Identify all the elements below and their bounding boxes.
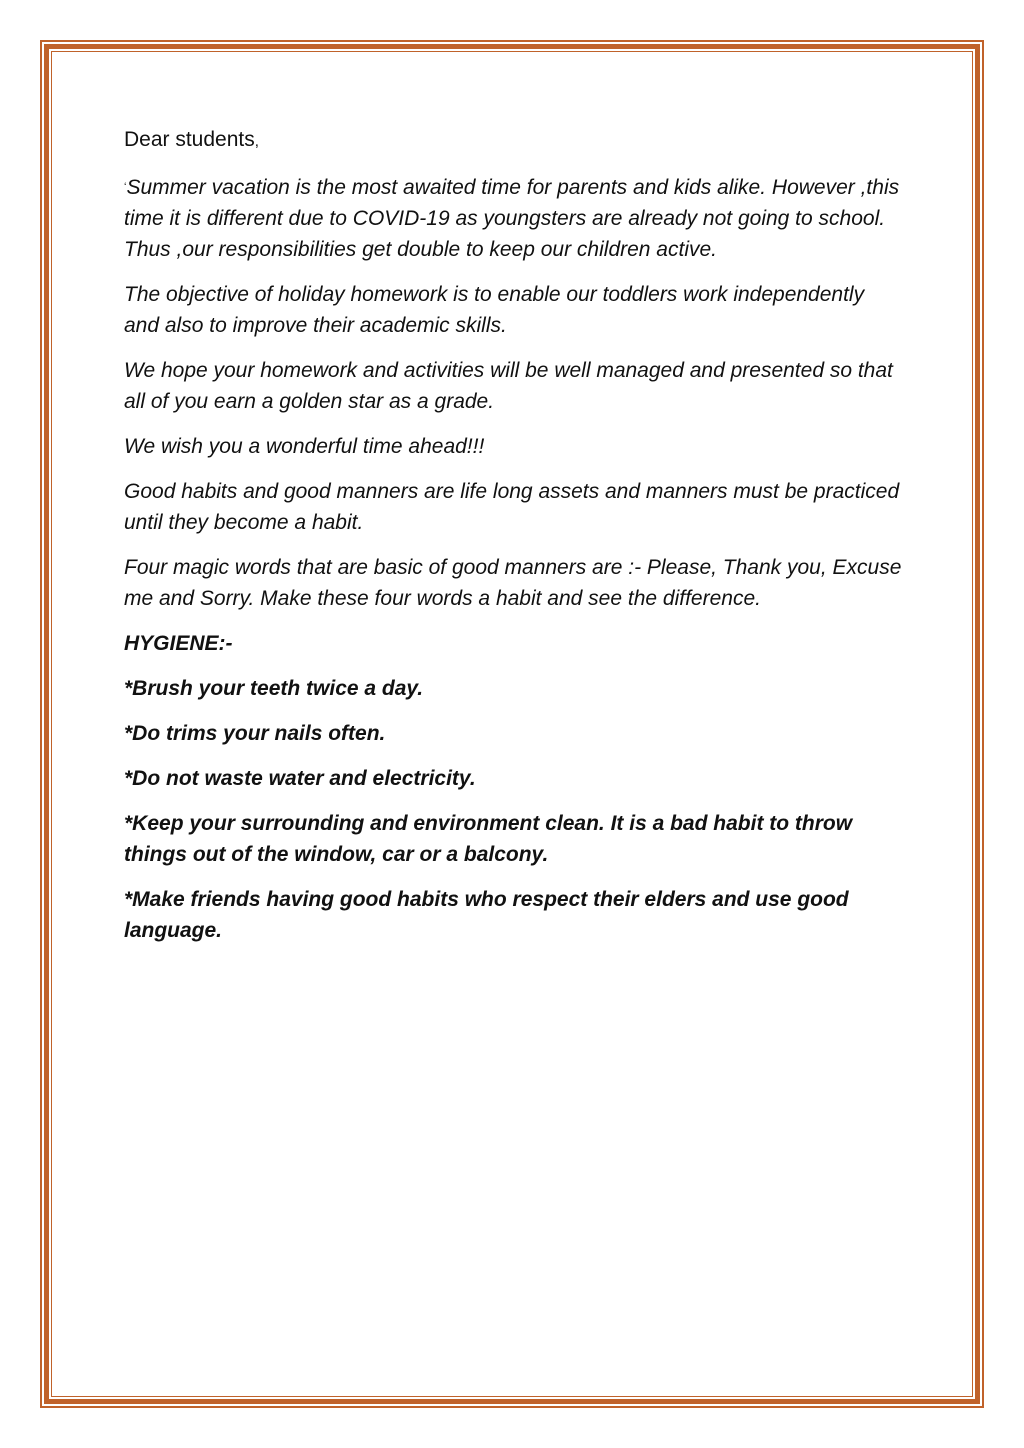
paragraph-intro xyxy=(124,172,904,265)
hygiene-item: *Do trims your nails often. xyxy=(124,722,386,745)
hygiene-item: *Make friends having good habits who respect their elders and use good language. xyxy=(124,888,849,942)
paragraph-objective: The objective of holiday homework is to enable our toddlers work independently and also to improve their academic skills. xyxy=(124,283,865,337)
greeting-text: Dear students xyxy=(124,128,255,151)
letter-body xyxy=(124,124,904,960)
greeting-comma: , xyxy=(254,133,259,150)
hygiene-item: *Keep your surrounding and environment clean. It is a bad habit to throw things out of the window, car or a balcony. xyxy=(124,812,853,866)
hygiene-item: *Brush your teeth twice a day. xyxy=(124,677,424,700)
paragraph-hope: We hope your homework and activities will be well managed and presented so that all of you earn a golden star as a grade. xyxy=(124,359,893,413)
paragraph-good-habits: Good habits and good manners are life long assets and manners must be practiced until they become a habit. xyxy=(124,480,900,534)
paragraph-intro-text: Summer vacation is the most awaited time for parents and kids alike. However ,this time it is different due to COVID-19 as youngsters are already not going to school. Thus ,our responsibilities get double to keep our children active. xyxy=(124,176,900,261)
paragraph-magic-words: Four magic words that are basic of good manners are :- Please, Thank you, Excuse me and Sorry. Make these four words a habit and see the difference. xyxy=(124,556,902,610)
hygiene-item: *Do not waste water and electricity. xyxy=(124,767,476,790)
opening-quote-mark: ‘ xyxy=(124,181,127,193)
greeting xyxy=(124,124,904,157)
hygiene-heading: HYGIENE:- xyxy=(124,632,233,655)
paragraph-wish: We wish you a wonderful time ahead!!! xyxy=(124,435,485,458)
